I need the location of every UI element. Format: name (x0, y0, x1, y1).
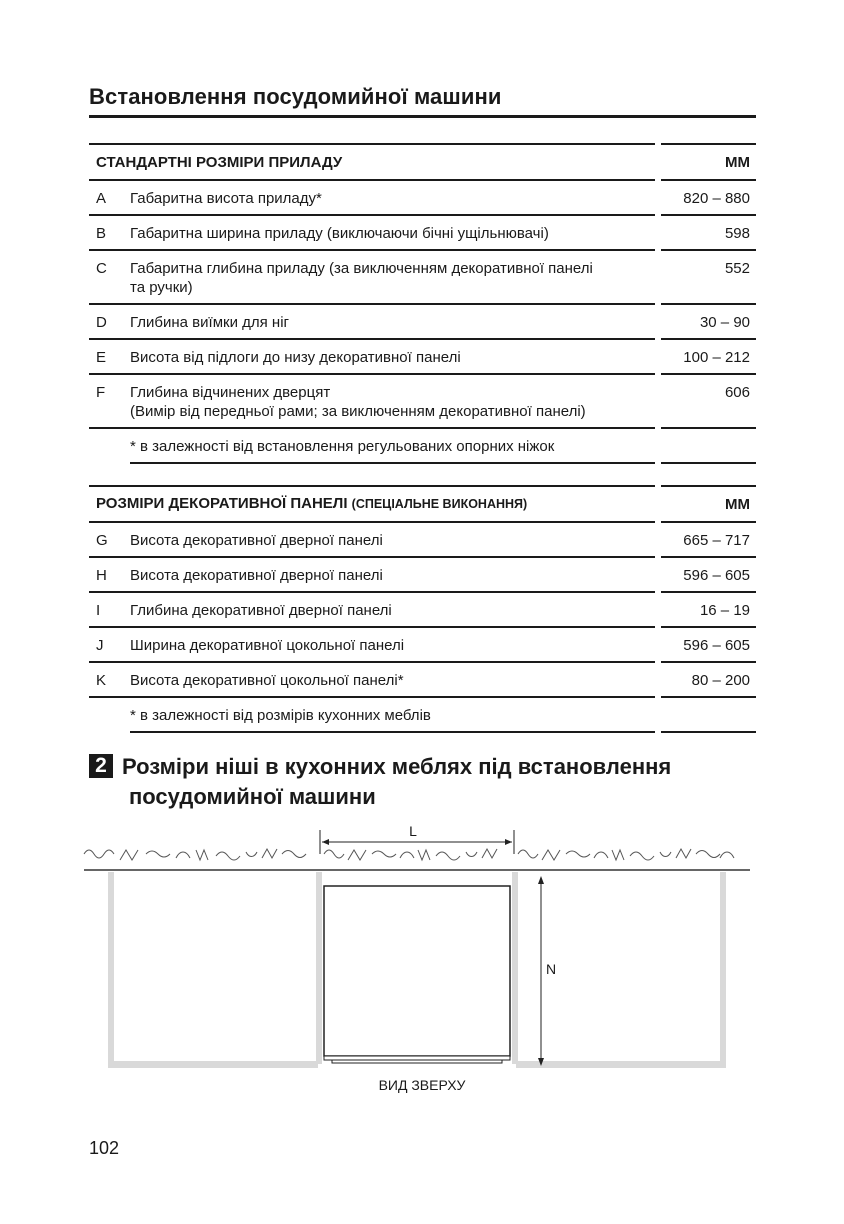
section-title-line1: Розміри ніші в кухонних меблях під встановлення (122, 754, 672, 779)
row-label: J (89, 628, 130, 663)
row-value: 596 – 605 (661, 628, 756, 663)
row-value: 30 – 90 (661, 305, 756, 340)
row-value: 100 – 212 (661, 340, 756, 375)
table-row (89, 628, 756, 663)
worktop-hatching (84, 849, 734, 860)
row-label: H (89, 558, 130, 593)
row-value: 552 (661, 251, 756, 305)
niche-left-side (316, 872, 322, 1064)
row-value: 820 – 880 (661, 181, 756, 216)
left-cabinet-side (108, 872, 114, 1064)
section-number-badge: 2 (89, 754, 113, 778)
row-label: D (89, 305, 130, 340)
table-row (89, 523, 756, 558)
table-header-title-sub: (СПЕЦІАЛЬНЕ ВИКОНАННЯ) (351, 497, 528, 511)
row-description: Висота декоративної цокольної панелі* (130, 663, 655, 698)
row-label: F (89, 375, 130, 429)
row-description (130, 375, 655, 429)
row-label: G (89, 523, 130, 558)
table-row (89, 375, 756, 429)
table-footnote: * в залежності від розмірів кухонних меблів (130, 698, 655, 733)
right-cabinet-plinth (516, 1061, 726, 1068)
row-description: Висота від підлоги до низу декоративної панелі (130, 340, 655, 375)
row-description-line2: та ручки) (130, 279, 193, 296)
section-heading (89, 752, 671, 812)
table-note-row (89, 698, 756, 733)
table-header-title: СТАНДАРТНІ РОЗМІРИ ПРИЛАДУ (89, 143, 655, 181)
niche-right-side (512, 872, 518, 1064)
row-description: Ширина декоративної цокольної панелі (130, 628, 655, 663)
page-title: Встановлення посудомийної машини (89, 84, 502, 109)
row-description: Габаритна висота приладу* (130, 181, 655, 216)
standard-dimensions-table (89, 143, 756, 464)
table-header-row (89, 485, 756, 523)
diagram-caption: ВИД ЗВЕРХУ (378, 1077, 466, 1093)
niche-dimensions-diagram (0, 820, 844, 1080)
dishwasher-door (324, 1056, 510, 1060)
row-label: C (89, 251, 130, 305)
table-row (89, 181, 756, 216)
row-value: 665 – 717 (661, 523, 756, 558)
table-header-unit: ММ (661, 143, 756, 181)
row-label: E (89, 340, 130, 375)
row-description: Глибина виїмки для ніг (130, 305, 655, 340)
row-value: 606 (661, 375, 756, 429)
table-header-title-main: РОЗМІРИ ДЕКОРАТИВНОЇ ПАНЕЛІ (96, 495, 348, 512)
right-cabinet-side (720, 872, 726, 1064)
table-row (89, 593, 756, 628)
page-number: 102 (89, 1138, 120, 1158)
decorative-panel-table (89, 485, 756, 733)
section-title-line2: посудомийної машини (129, 784, 376, 809)
n-dimension-label: N (546, 961, 557, 977)
row-label: I (89, 593, 130, 628)
row-description-line1: Габаритна глибина приладу (за виключенням декоративної панелі (130, 260, 593, 277)
row-value: 80 – 200 (661, 663, 756, 698)
table-note-row (89, 429, 756, 464)
row-description-line1: Глибина відчинених дверцят (130, 384, 331, 401)
table-footnote: * в залежності від встановлення регульованих опорних ніжок (130, 429, 655, 464)
row-description: Висота декоративної дверної панелі (130, 523, 655, 558)
left-cabinet-plinth (108, 1061, 318, 1068)
row-value: 596 – 605 (661, 558, 756, 593)
row-value: 598 (661, 216, 756, 251)
table-header-row (89, 143, 756, 181)
row-description: Габаритна ширина приладу (виключаючи бічні ущільнювачі) (130, 216, 655, 251)
row-label: A (89, 181, 130, 216)
table-row (89, 305, 756, 340)
row-description: Висота декоративної дверної панелі (130, 558, 655, 593)
row-label: B (89, 216, 130, 251)
table-row (89, 251, 756, 305)
table-row (89, 558, 756, 593)
table-row (89, 216, 756, 251)
row-description: Глибина декоративної дверної панелі (130, 593, 655, 628)
table-row (89, 340, 756, 375)
table-row (89, 663, 756, 698)
dishwasher-body (324, 886, 510, 1056)
title-divider (89, 115, 756, 118)
row-description-line2: (Вимір від передньої рами; за виключенням декоративної панелі) (130, 403, 586, 420)
table-header-title (89, 485, 655, 523)
l-dimension-label: L (409, 823, 417, 839)
row-label: K (89, 663, 130, 698)
row-value: 16 – 19 (661, 593, 756, 628)
row-description (130, 251, 655, 305)
table-header-unit: ММ (661, 485, 756, 523)
dishwasher-handle (332, 1060, 502, 1063)
